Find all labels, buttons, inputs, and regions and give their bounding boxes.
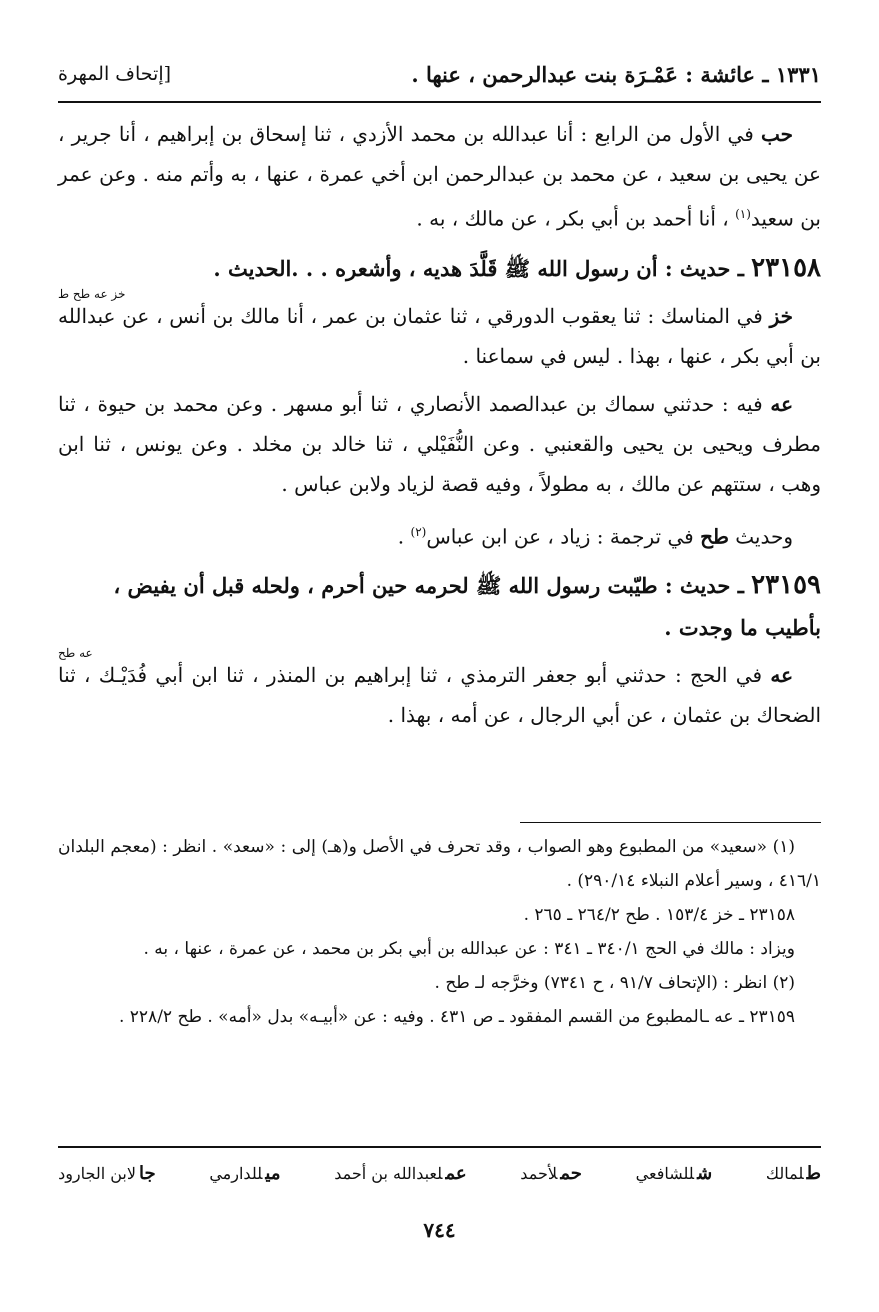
- source-symbol: خز: [769, 303, 793, 328]
- paragraph-text: في المناسك : ثنا يعقوب الدورقي ، ثنا عثمان بن عمر ، أنا مالك بن أنس ، عن عبدالله بن أبي بكر ، عنها ، بهذا . ليس في سماعنا .: [58, 303, 821, 368]
- legend-item: [636, 1163, 713, 1184]
- footnote: (١) «سعيد» من المطبوع وهو الصواب ، وقد تحرف في الأصل و(هـ) إلى : «سعد» . انظر : (معجم البلدان ٤١٦/١ ، وسير أعلام النبلاء ٢٩٠/١٤) .: [58, 837, 821, 891]
- header-rule: [58, 101, 821, 103]
- paragraph-text: في الأول من الرابع : أنا عبدالله بن محمد الأزدي ، ثنا إسحاق بن إبراهيم ، أنا جرير ، عن يحيى بن سعيد ، عن محمد بن عبدالرحمن ابن أخي عمرة ، عنها ، به وأتم منه . وعن عمر بن سعيد: [58, 122, 821, 231]
- paragraph-text: فيه : حدثني سماك بن عبدالصمد الأنصاري ، ثنا أبو مسهر . وعن محمد بن حيوة ، ثنا مطرف ويحيى بن يحيى والقعنبي . وعن النُّفَيْلي ، ثنا خالد بن مخلد . وعن يونس ، ثنا ابن وهب ، ستتهم عن مالك ، به مطولاً ، وفيه قصة لزياد ولابن عباس .: [58, 391, 821, 496]
- abbreviation-legend: [58, 1158, 821, 1188]
- footnote: ويزاد : مالك في الحج ٣٤٠/١ ـ ٣٤١ : عن عبدالله بن أبي بكر بن محمد ، عن عمرة ، عنها ، به .: [143, 939, 795, 959]
- footnotes: [58, 830, 821, 1034]
- legend-item: [520, 1163, 582, 1184]
- legend-item: [209, 1163, 280, 1184]
- legend-abbr: جا: [139, 1162, 156, 1184]
- legend-item: [58, 1163, 156, 1184]
- legend-rule: [58, 1146, 821, 1148]
- source-symbol: عه: [770, 663, 793, 688]
- legend-name: لأحمد: [520, 1163, 558, 1183]
- chapter-title: ١٣٣١ ـ عائشة : عَمْـرَة بنت عبدالرحمن ، عنها .: [411, 61, 821, 87]
- source-sigla: عه طح: [58, 646, 93, 661]
- page-number: ٧٤٤: [423, 1218, 456, 1242]
- legend-item: [766, 1163, 821, 1184]
- paragraph-text: ، أنا أحمد بن أبي بكر ، عن مالك ، به .: [416, 206, 736, 231]
- legend-name: لعبدالله بن أحمد: [334, 1163, 443, 1183]
- hadith-text: ـ حديث : طيّبت رسول الله ﷺ لحرمه حين أحرم ، ولحله قبل أن يفيض ، بأطيب ما وجدت .: [113, 573, 821, 641]
- legend-abbr: حم: [560, 1162, 582, 1184]
- hadith-number: ٢٣١٥٨: [751, 252, 821, 283]
- footnote: ٢٣١٥٨ ـ خز ١٥٣/٤ . طح ٢٦٤/٢ ـ ٢٦٥ .: [523, 905, 795, 925]
- legend-abbr: مي: [265, 1162, 281, 1184]
- main-text: [58, 114, 821, 743]
- hadith-heading: [58, 247, 821, 290]
- running-header: [58, 54, 821, 94]
- footnote: ٢٣١٥٩ ـ عه ـالمطبوع من القسم المفقود ـ ص ٤٣١ . وفيه : عن «أبيـه» بدل «أمه» . طح ٢٢٨/٢ .: [118, 1007, 795, 1027]
- hadith-text: ـ حديث : أن رسول الله ﷺ قَلَّدَ هديه ، وأشعره . . .الحديث .: [213, 255, 752, 281]
- paragraph: [58, 384, 821, 504]
- hadith-number: ٢٣١٥٩: [751, 570, 821, 601]
- book-title: [إتحاف المهرة: [58, 63, 172, 85]
- legend-abbr: عم: [445, 1162, 467, 1184]
- footnote-mark[interactable]: (١): [735, 207, 751, 221]
- paragraph: [58, 114, 821, 239]
- legend-abbr: ط: [806, 1162, 821, 1184]
- hadith-heading: [58, 564, 821, 649]
- footnote-mark[interactable]: (٢): [410, 524, 427, 539]
- legend-item: [334, 1163, 466, 1184]
- legend-name: للشافعي: [635, 1163, 695, 1183]
- source-symbol: حب: [760, 122, 793, 146]
- paragraph-text: وحديث: [728, 524, 793, 549]
- legend-name: لمالك: [765, 1163, 804, 1183]
- paragraph-text: في الحج : حدثني أبو جعفر الترمذي ، ثنا إبراهيم بن المنذر ، ثنا ابن أبي فُدَيْـك ، ثنا الضحاك بن عثمان ، عن أبي الرجال ، عن أمه ، بهذا .: [58, 663, 821, 728]
- paragraph-text: في ترجمة : زياد ، عن ابن عباس: [426, 524, 701, 549]
- paragraph: [58, 655, 821, 735]
- footnote: (٢) انظر : (الإتحاف ٩١/٧ ، ح ٧٣٤١) وخرَّجه لـ طح .: [434, 973, 795, 993]
- paragraph: [58, 512, 821, 557]
- paragraph-text: .: [397, 524, 411, 549]
- paragraph: [58, 296, 821, 376]
- source-sigla: خز عه طح ط: [58, 286, 126, 301]
- footnote-rule: [520, 822, 821, 823]
- source-symbol: عه: [770, 391, 793, 416]
- legend-abbr: ش: [697, 1162, 713, 1184]
- legend-name: للدارمي: [209, 1163, 263, 1183]
- source-symbol: طح: [700, 524, 729, 549]
- legend-name: لابن الجارود: [58, 1163, 137, 1183]
